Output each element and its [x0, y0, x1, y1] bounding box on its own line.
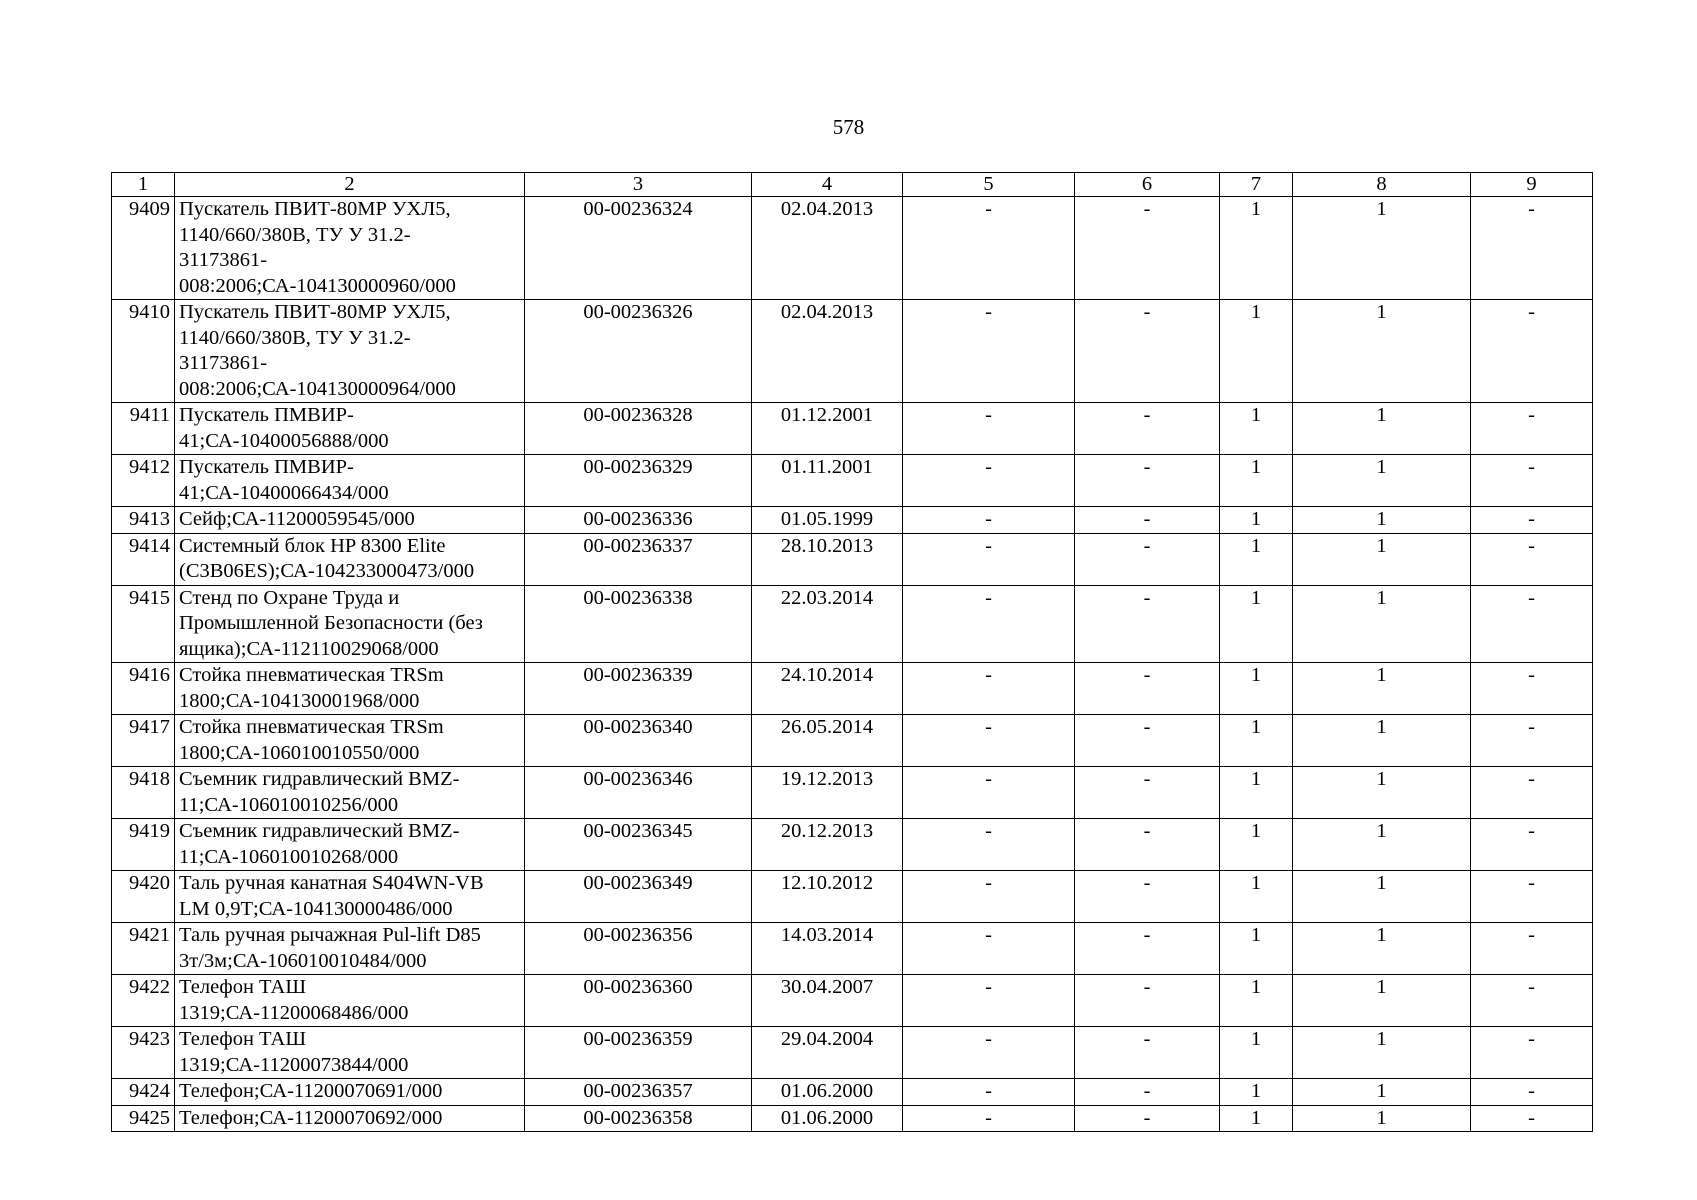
- column-6-value: -: [1075, 1105, 1220, 1132]
- column-header-1: 1: [112, 173, 175, 197]
- column-7-value: 1: [1220, 585, 1293, 663]
- column-9-value: -: [1471, 300, 1593, 403]
- item-name-line: 1140/660/380В, ТУ У 31.2-: [179, 326, 411, 349]
- column-9-value: -: [1471, 1105, 1593, 1132]
- table-row: [112, 871, 1593, 923]
- column-7-value: 1: [1220, 533, 1293, 585]
- row-number: 9415: [112, 585, 175, 663]
- row-number: 9417: [112, 715, 175, 767]
- column-header-6: 6: [1075, 173, 1220, 197]
- column-7-value: 1: [1220, 767, 1293, 819]
- column-header-2: 2: [175, 173, 525, 197]
- column-header-9: 9: [1471, 173, 1593, 197]
- inventory-code: 00-00236346: [525, 767, 752, 819]
- row-number: 9424: [112, 1079, 175, 1106]
- item-name-line: 41;СА-10400066434/000: [179, 481, 389, 504]
- column-6-value: -: [1075, 1079, 1220, 1106]
- column-9-value: -: [1471, 197, 1593, 300]
- column-7-value: 1: [1220, 507, 1293, 534]
- date-value: 01.12.2001: [752, 403, 903, 455]
- inventory-code: 00-00236340: [525, 715, 752, 767]
- column-header-7: 7: [1220, 173, 1293, 197]
- column-5-value: -: [903, 403, 1075, 455]
- column-7-value: 1: [1220, 455, 1293, 507]
- date-value: 29.04.2004: [752, 1027, 903, 1079]
- column-8-value: 1: [1293, 871, 1471, 923]
- item-name-line: 1140/660/380В, ТУ У 31.2-: [179, 223, 411, 246]
- date-value: 22.03.2014: [752, 585, 903, 663]
- item-name-line: Таль ручная канатная S404WN-VB: [179, 872, 484, 894]
- column-7-value: 1: [1220, 197, 1293, 300]
- item-name-line: Телефон ТАШ: [179, 1028, 307, 1050]
- table-row: [112, 1079, 1593, 1106]
- date-value: 02.04.2013: [752, 197, 903, 300]
- inventory-code: 00-00236336: [525, 507, 752, 534]
- item-name: [175, 871, 525, 923]
- column-7-value: 1: [1220, 715, 1293, 767]
- column-8-value: 1: [1293, 663, 1471, 715]
- column-8-value: 1: [1293, 1105, 1471, 1132]
- date-value: 26.05.2014: [752, 715, 903, 767]
- item-name-line: Съемник гидравлический BMZ-: [179, 820, 460, 842]
- table-row: [112, 715, 1593, 767]
- column-5-value: -: [903, 533, 1075, 585]
- item-name-line: 41;СА-10400056888/000: [179, 429, 389, 452]
- column-7-value: 1: [1220, 300, 1293, 403]
- column-8-value: 1: [1293, 1027, 1471, 1079]
- inventory-code: 00-00236328: [525, 403, 752, 455]
- item-name-line: Стойка пневматическая TRSm: [179, 716, 444, 738]
- row-number: 9418: [112, 767, 175, 819]
- column-9-value: -: [1471, 403, 1593, 455]
- column-5-value: -: [903, 975, 1075, 1027]
- date-value: 30.04.2007: [752, 975, 903, 1027]
- column-6-value: -: [1075, 197, 1220, 300]
- item-name: [175, 975, 525, 1027]
- row-number: 9425: [112, 1105, 175, 1132]
- column-5-value: -: [903, 819, 1075, 871]
- column-5-value: -: [903, 1027, 1075, 1079]
- column-5-value: -: [903, 923, 1075, 975]
- item-name-line: Телефон;СА-11200070691/000: [179, 1080, 443, 1102]
- item-name: [175, 1105, 525, 1132]
- item-name: [175, 1079, 525, 1106]
- column-6-value: -: [1075, 819, 1220, 871]
- column-6-value: -: [1075, 300, 1220, 403]
- inventory-code: 00-00236360: [525, 975, 752, 1027]
- item-name-line: Пускатель ПМВИР-: [179, 404, 354, 426]
- inventory-code: 00-00236339: [525, 663, 752, 715]
- column-9-value: -: [1471, 871, 1593, 923]
- column-5-value: -: [903, 663, 1075, 715]
- column-8-value: 1: [1293, 715, 1471, 767]
- item-name-line: 31173861-: [179, 352, 268, 374]
- date-value: 19.12.2013: [752, 767, 903, 819]
- item-name-line: (C3B06ES);СА-104233000473/000: [179, 560, 475, 582]
- item-name: [175, 715, 525, 767]
- item-name-line: ящика);СА-112110029068/000: [179, 637, 439, 660]
- table-row: [112, 819, 1593, 871]
- table-row: [112, 975, 1593, 1027]
- table-row: [112, 300, 1593, 403]
- table-row: [112, 663, 1593, 715]
- date-value: 01.05.1999: [752, 507, 903, 534]
- table-body: [112, 197, 1593, 1132]
- column-9-value: -: [1471, 507, 1593, 534]
- date-value: 01.11.2001: [752, 455, 903, 507]
- column-7-value: 1: [1220, 975, 1293, 1027]
- column-8-value: 1: [1293, 767, 1471, 819]
- row-number: 9423: [112, 1027, 175, 1079]
- column-8-value: 1: [1293, 455, 1471, 507]
- date-value: 02.04.2013: [752, 300, 903, 403]
- item-name-line: Стенд по Охране Труда и: [179, 586, 400, 609]
- column-8-value: 1: [1293, 300, 1471, 403]
- item-name: [175, 455, 525, 507]
- inventory-table: [111, 172, 1593, 1132]
- table-row: [112, 1027, 1593, 1079]
- column-6-value: -: [1075, 585, 1220, 663]
- column-7-value: 1: [1220, 403, 1293, 455]
- column-8-value: 1: [1293, 975, 1471, 1027]
- item-name: [175, 197, 525, 300]
- inventory-code: 00-00236349: [525, 871, 752, 923]
- item-name-line: Телефон;СА-11200070692/000: [179, 1106, 443, 1129]
- column-7-value: 1: [1220, 1105, 1293, 1132]
- table-row: [112, 455, 1593, 507]
- item-name-line: LM 0,9Т;СА-104130000486/000: [179, 897, 453, 920]
- column-9-value: -: [1471, 1027, 1593, 1079]
- row-number: 9413: [112, 507, 175, 534]
- column-6-value: -: [1075, 767, 1220, 819]
- column-7-value: 1: [1220, 923, 1293, 975]
- item-name-line: Съемник гидравлический BMZ-: [179, 768, 460, 790]
- item-name-line: 1319;СА-11200068486/000: [179, 1001, 409, 1024]
- item-name-line: Пускатель ПВИТ-80МР УХЛ5,: [179, 198, 451, 220]
- column-9-value: -: [1471, 533, 1593, 585]
- row-number: 9411: [112, 403, 175, 455]
- date-value: 01.06.2000: [752, 1105, 903, 1132]
- column-header-4: 4: [752, 173, 903, 197]
- inventory-code: 00-00236356: [525, 923, 752, 975]
- column-6-value: -: [1075, 455, 1220, 507]
- item-name-line: 31173861-: [179, 249, 268, 271]
- item-name: [175, 507, 525, 534]
- column-6-value: -: [1075, 403, 1220, 455]
- column-6-value: -: [1075, 507, 1220, 534]
- inventory-code: 00-00236338: [525, 585, 752, 663]
- row-number: 9410: [112, 300, 175, 403]
- column-7-value: 1: [1220, 871, 1293, 923]
- item-name-line: 1800;СА-106010010550/000: [179, 741, 420, 764]
- column-9-value: -: [1471, 975, 1593, 1027]
- column-6-value: -: [1075, 715, 1220, 767]
- column-9-value: -: [1471, 585, 1593, 663]
- column-6-value: -: [1075, 923, 1220, 975]
- item-name-line: Стойка пневматическая TRSm: [179, 664, 444, 686]
- column-9-value: -: [1471, 715, 1593, 767]
- row-number: 9422: [112, 975, 175, 1027]
- inventory-code: 00-00236359: [525, 1027, 752, 1079]
- row-number: 9419: [112, 819, 175, 871]
- item-name-line: 1319;СА-11200073844/000: [179, 1053, 409, 1076]
- inventory-code: 00-00236358: [525, 1105, 752, 1132]
- column-9-value: -: [1471, 663, 1593, 715]
- column-6-value: -: [1075, 1027, 1220, 1079]
- column-5-value: -: [903, 715, 1075, 767]
- column-5-value: -: [903, 585, 1075, 663]
- row-number: 9421: [112, 923, 175, 975]
- row-number: 9409: [112, 197, 175, 300]
- row-number: 9416: [112, 663, 175, 715]
- table-row: [112, 197, 1593, 300]
- item-name: [175, 663, 525, 715]
- column-5-value: -: [903, 767, 1075, 819]
- column-5-value: -: [903, 197, 1075, 300]
- row-number: 9412: [112, 455, 175, 507]
- column-7-value: 1: [1220, 819, 1293, 871]
- item-name-line: 008:2006;СА-104130000964/000: [179, 377, 456, 400]
- item-name-line: Пускатель ПВИТ-80МР УХЛ5,: [179, 301, 451, 323]
- date-value: 12.10.2012: [752, 871, 903, 923]
- row-number: 9420: [112, 871, 175, 923]
- item-name-line: Системный блок HP 8300 Elite: [179, 534, 446, 557]
- column-9-value: -: [1471, 767, 1593, 819]
- item-name: [175, 533, 525, 585]
- date-value: 28.10.2013: [752, 533, 903, 585]
- column-9-value: -: [1471, 1079, 1593, 1106]
- date-value: 01.06.2000: [752, 1079, 903, 1106]
- item-name: [175, 1027, 525, 1079]
- column-8-value: 1: [1293, 819, 1471, 871]
- column-8-value: 1: [1293, 923, 1471, 975]
- item-name-line: Таль ручная рычажная Pul-lift D85: [179, 924, 481, 946]
- date-value: 24.10.2014: [752, 663, 903, 715]
- table-row: [112, 507, 1593, 534]
- item-name: [175, 767, 525, 819]
- column-5-value: -: [903, 507, 1075, 534]
- column-header-5: 5: [903, 173, 1075, 197]
- item-name: [175, 923, 525, 975]
- date-value: 14.03.2014: [752, 923, 903, 975]
- column-7-value: 1: [1220, 1079, 1293, 1106]
- column-5-value: -: [903, 300, 1075, 403]
- column-7-value: 1: [1220, 663, 1293, 715]
- inventory-code: 00-00236324: [525, 197, 752, 300]
- table-row: [112, 403, 1593, 455]
- column-5-value: -: [903, 1105, 1075, 1132]
- column-7-value: 1: [1220, 1027, 1293, 1079]
- inventory-code: 00-00236329: [525, 455, 752, 507]
- column-5-value: -: [903, 1079, 1075, 1106]
- item-name-line: 3т/3м;СА-106010010484/000: [179, 949, 427, 972]
- row-number: 9414: [112, 533, 175, 585]
- inventory-code: 00-00236345: [525, 819, 752, 871]
- table-row: [112, 585, 1593, 663]
- item-name-line: 008:2006;СА-104130000960/000: [179, 274, 456, 297]
- column-5-value: -: [903, 455, 1075, 507]
- column-9-value: -: [1471, 819, 1593, 871]
- column-8-value: 1: [1293, 533, 1471, 585]
- inventory-code: 00-00236357: [525, 1079, 752, 1106]
- table-row: [112, 767, 1593, 819]
- item-name: [175, 403, 525, 455]
- item-name: [175, 585, 525, 663]
- column-8-value: 1: [1293, 197, 1471, 300]
- inventory-code: 00-00236326: [525, 300, 752, 403]
- table-header-row: [112, 173, 1593, 197]
- column-6-value: -: [1075, 871, 1220, 923]
- column-6-value: -: [1075, 975, 1220, 1027]
- item-name: [175, 819, 525, 871]
- column-5-value: -: [903, 871, 1075, 923]
- column-8-value: 1: [1293, 403, 1471, 455]
- item-name-line: Сейф;СА-11200059545/000: [179, 508, 415, 530]
- table-row: [112, 923, 1593, 975]
- table-row: [112, 533, 1593, 585]
- item-name-line: Промышленной Безопасности (без: [179, 612, 483, 634]
- inventory-code: 00-00236337: [525, 533, 752, 585]
- page-number: 578: [832, 115, 865, 139]
- column-9-value: -: [1471, 455, 1593, 507]
- item-name-line: Пускатель ПМВИР-: [179, 456, 354, 478]
- item-name-line: Телефон ТАШ: [179, 976, 307, 998]
- item-name-line: 11;СА-106010010268/000: [179, 845, 399, 868]
- column-9-value: -: [1471, 923, 1593, 975]
- item-name: [175, 300, 525, 403]
- column-8-value: 1: [1293, 585, 1471, 663]
- column-header-8: 8: [1293, 173, 1471, 197]
- column-8-value: 1: [1293, 507, 1471, 534]
- column-6-value: -: [1075, 533, 1220, 585]
- date-value: 20.12.2013: [752, 819, 903, 871]
- item-name-line: 1800;СА-104130001968/000: [179, 689, 420, 712]
- table-row: [112, 1105, 1593, 1132]
- column-6-value: -: [1075, 663, 1220, 715]
- column-header-3: 3: [525, 173, 752, 197]
- column-8-value: 1: [1293, 1079, 1471, 1106]
- item-name-line: 11;СА-106010010256/000: [179, 793, 399, 816]
